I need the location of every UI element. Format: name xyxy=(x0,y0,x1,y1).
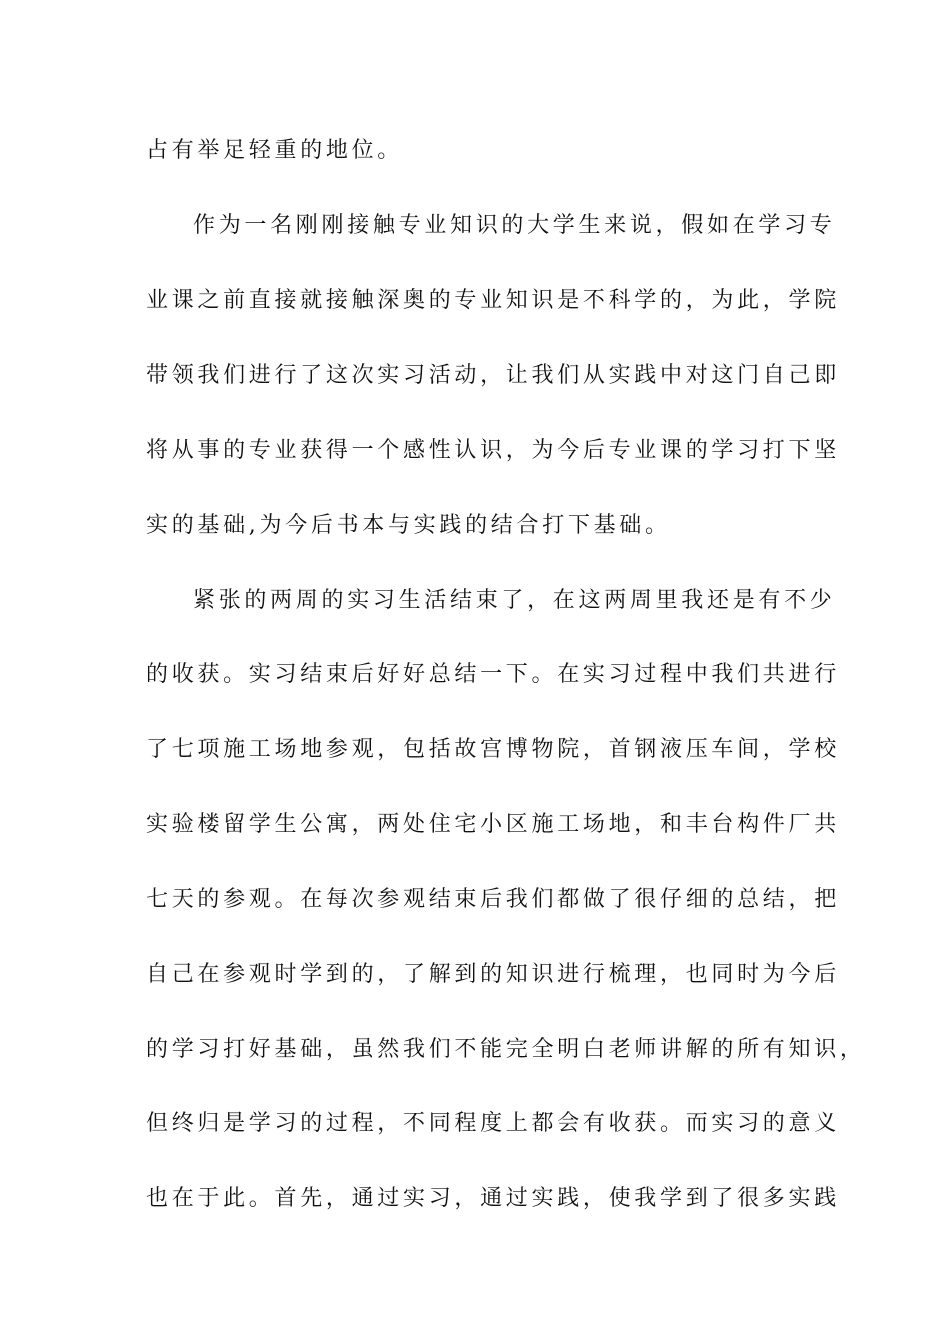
paragraph-line: 但终归是学习的过程，不同程度上都会有收获。而实习的意义 xyxy=(146,1111,840,1136)
paragraph-line: 紧张的两周的实习生活结束了，在这两周里我还是有不少 xyxy=(193,588,836,613)
paragraph-line: 实的基础,为今后书本与实践的结合打下基础。 xyxy=(146,513,671,538)
paragraph-line: 带领我们进行了这次实习活动，让我们从实践中对这门自己即 xyxy=(146,363,840,388)
paragraph-line: 七天的参观。在每次参观结束后我们都做了很仔细的总结，把 xyxy=(146,887,840,912)
paragraph-line: 的收获。实习结束后好好总结一下。在实习过程中我们共进行 xyxy=(146,662,840,687)
paragraph-line: 也在于此。首先，通过实习，通过实践，使我学到了很多实践 xyxy=(146,1186,840,1211)
paragraph-line: 将从事的专业获得一个感性认识，为今后专业课的学习打下坚 xyxy=(146,438,840,463)
paragraph-line: 了七项施工场地参观，包括故宫博物院，首钢液压车间，学校 xyxy=(146,737,840,762)
paragraph-line: 业课之前直接就接触深奥的专业知识是不科学的，为此，学院 xyxy=(146,288,840,313)
paragraph-line: 的学习打好基础，虽然我们不能完全明白老师讲解的所有知识， xyxy=(146,1037,866,1062)
paragraph-line: 占有举足轻重的地位。 xyxy=(146,138,404,163)
paragraph-line: 作为一名刚刚接触专业知识的大学生来说，假如在学习专 xyxy=(193,213,836,238)
paragraph-line: 实验楼留学生公寓，两处住宅小区施工场地，和丰台构件厂共 xyxy=(146,812,840,837)
paragraph-line: 自己在参观时学到的，了解到的知识进行梳理，也同时为今后 xyxy=(146,962,840,987)
